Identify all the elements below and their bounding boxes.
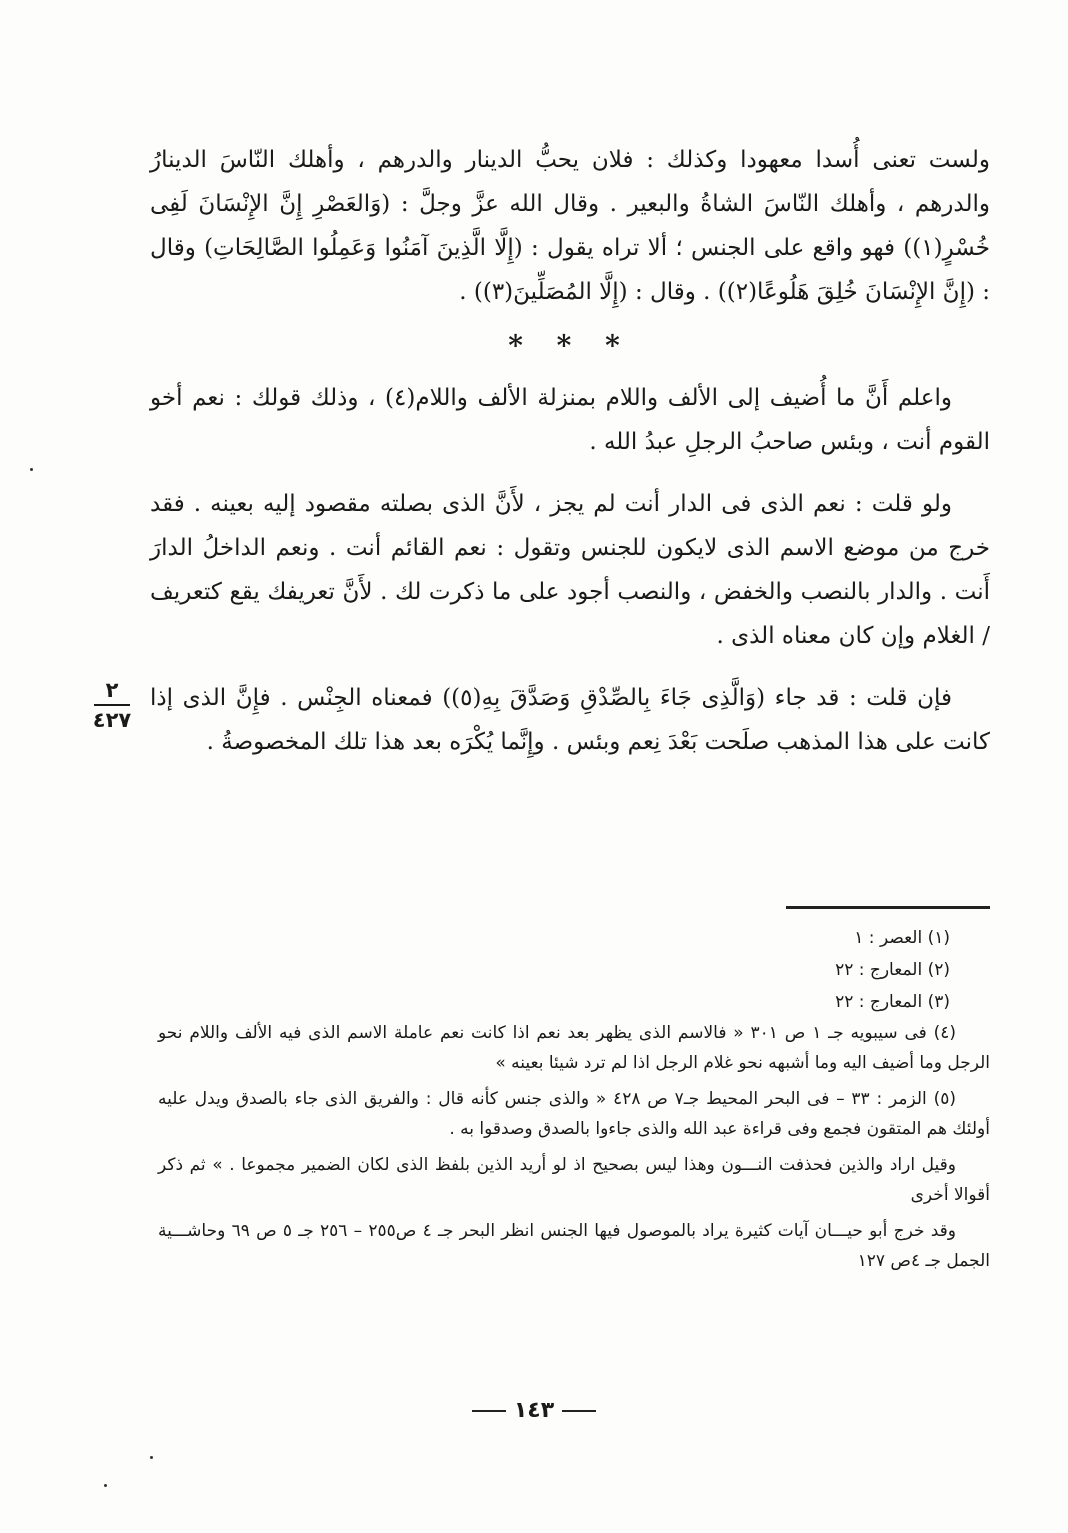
footnote-3: (٣) المعارج : ٢٢ [835, 992, 950, 1012]
footnotes [158, 922, 990, 1276]
scan-speck [30, 468, 33, 471]
footnote-5-continued: وقيل اراد والذين فحذفت النـــون وهذا ليس بصحيح اذ لو أريد الذين بلفظ الذى لكان الضمير مجموعا . » ثم ذكر أقوالا أخرى [158, 1155, 990, 1205]
footnote-2: (٢) المعارج : ٢٢ [835, 960, 950, 980]
section-separator-stars: * * * [508, 329, 632, 362]
page-number-value: ١٤٣ [513, 1398, 555, 1423]
footnote-5: (٥) الزمر : ٣٣ – فى البحر المحيط جـ٧ ص ٤٢٨ « والذى جنس كأنه قال : والفريق الذى جاء بالصدق ويدل عليه أولئك هم المتقون فجمع وفى قراءة عبد الله والذى جاءوا بالصدق وصدقوا به . [158, 1089, 990, 1139]
page-number-dash-left [472, 1410, 506, 1412]
manuscript-folio-reference [84, 678, 140, 732]
footnote-divider [786, 906, 990, 909]
page-number [0, 1398, 1068, 1423]
footnote-5-references: وقد خرج أبو حيـــان آيات كثيرة يراد بالموصول فيها الجنس انظر البحر جـ ٤ ص٢٥٥ – ٢٥٦ جـ ٥ ص ٦٩ وحاشـــية الجمل جـ ٤ص ١٢٧ [158, 1221, 990, 1271]
folio-reference-top: ٢ [94, 678, 130, 706]
footnote-4: (٤) فى سيبويه جـ ١ ص ٣٠١ « فالاسم الذى يظهر بعد نعم اذا كانت نعم عاملة الاسم الذى فيه الألف واللام نحو الرجل وما أضيف اليه وما أشبهه نحو غلام الرجل اذا لم ترد شيئا بعينه » [158, 1023, 990, 1073]
footnote-1: (١) العصر : ١ [854, 928, 950, 948]
paragraph-4: فإن قلت : قد جاء (وَالَّذِى جَاءَ بِالصِّدْقِ وَصَدَّقَ بِهِ(٥)) فمعناه الجِنْس . فإِنَّ الذى إذا كانت على هذا المذهب صلَحت بَعْدَ نِعم وبئس . وإِنَّما يُكْرَه بعد هذا تلك المخصوصةُ . [150, 685, 990, 755]
paragraph-3: ولو قلت : نعم الذى فى الدار أنت لم يجز ، لأَنَّ الذى بصلته مقصود إليه بعينه . فقد خرج من موضع الاسم الذى لايكون للجنس وتقول : نعم القائم أنت . ونعم الداخلُ الدارَ أَنت . والدار بالنصب والخفض ، والنصب أجود على ما ذكرت لك . لأَنَّ تعريفك يقع كتعريف / الغلام وإن كان معناه الذى . [150, 491, 990, 649]
page-number-dash-right [562, 1410, 596, 1412]
scan-speck [104, 1484, 107, 1487]
scan-speck [150, 1456, 153, 1459]
folio-reference-bottom: ٤٢٧ [92, 708, 132, 732]
paragraph-2: واعلم أَنَّ ما أُضيف إلى الألف واللام بمنزلة الألف واللام(٤) ، وذلك قولك : نعم أخو القوم أنت ، وبئس صاحبُ الرجلِ عبدُ الله . [150, 385, 990, 455]
main-text [150, 138, 990, 764]
paragraph-1: ولست تعنى أُسدا معهودا وكذلك : فلان يحبُّ الدينار والدرهم ، وأهلك النّاسَ الدينارُ والدرهم ، وأهلك النّاسَ الشاةُ والبعير . وقال الله عزَّ وجلَّ : (وَالعَصْرِ إِنَّ الإِنْسَانَ لَفِى خُسْرٍ(١)) فهو واقع على الجنس ؛ ألا تراه يقول : (إِلَّا الَّذِينَ آمَنُوا وَعَمِلُوا الصَّالِحَاتِ) وقال : (إِنَّ الإِنْسَانَ خُلِقَ هَلُوعًا(٢)) . وقال : (إِلَّا المُصَلِّينَ(٣)) . [150, 147, 990, 305]
